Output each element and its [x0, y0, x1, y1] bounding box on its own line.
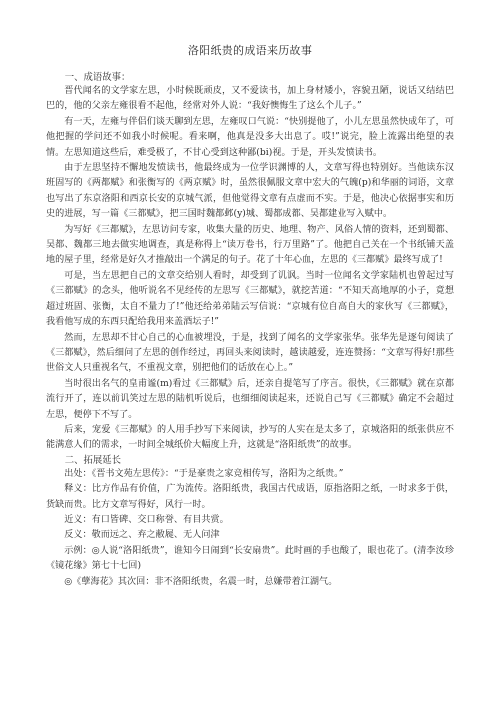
extension-source: 出处：《晋书文苑左思传》：“于是豪贵之家竞相传写，洛阳为之纸贵。”	[64, 468, 344, 479]
story-paragraph: 当时很出名气的皇甫谧(m)看过《三都赋》后，还亲自提笔写了序言。很快，《三都赋》就在京都流行开了，连以前讥笑过左思的陆机听说后，也细细阅读起来，还说自己写《三都赋》确定不会超过左思，便停下不写了。	[46, 378, 454, 420]
extension-antonyms: 反义：敬而远之、弃之敝屣、无人问津	[64, 530, 220, 541]
extension-example: ◎《孽海花》其次回：非不洛阳纸贵，名震一时，总嫌带着江湖气。	[64, 576, 338, 587]
story-paragraph: 有一天，左雍与伴侣们谈天聊到左思，左雍叹口气说：“快别提他了，小儿左思虽然快成年了，可他把握的学问还不如我小时候呢。看来啊，他真是没多大出息了。哎!”说完，脸上流露出绝望的表情。左思知道这些后，难受极了，不甘心受到这种鄙(bi)视。于是，开头发愤读书。	[46, 116, 454, 158]
extension-definition: 释义：比方作品有价值，广为流传。洛阳纸贵，我国古代成语，原指洛阳之纸，一时求多于供，货缺而贵。比方文章写得好，风行一时。	[46, 484, 454, 510]
story-paragraph: 由于左思坚持不懈地发愤读书，他最终成为一位学识渊博的人，文章写得也特别好。当他读东汉班固写的《两都赋》和张衡写的《两京赋》时，虽然很佩服文章中宏大的气魄(p)和华丽的词语，文章也写出了东京洛阳和西京长安的京城气派，但他觉得文章有点虚而不实。于是，他决心依据事实和历史的进展，写一篇《三都赋》，把三国时魏都邺(y)城、蜀都成都、吴都建业写入赋中。	[46, 163, 454, 220]
page-title: 洛阳纸贵的成语来历故事	[187, 44, 313, 57]
story-paragraph: 然而，左思却不甘心自己的心血被埋没，于是，找到了闻名的文学家张华。张华先是逐句阅读了《三都赋》，然后细问了左思的创作经过，再回头来阅读时，越读越爱，连连赞扬：“文章写得好!那些世俗文人只重视名气，不重视文章，别把他们的话放在心上。”	[46, 332, 454, 374]
story-paragraph: 为写好《三都赋》，左思访问专家，收集大量的历史、地理、物产、风俗人情的资料，还到蜀都、吴都、魏都三地去做实地调查，真是称得上“读万卷书，行万里路”了。他把自己关在一个书纸铺天盖地的屋子里，经常是好久才推敲出一个满足的句子。花了十年心血，左思的《三都赋》最终写成了!	[46, 224, 454, 266]
story-paragraph: 后来，宠爱《三都赋》的人用手抄写下来阅读，抄写的人实在是太多了，京城洛阳的纸张供应不能满意人们的需求，一时间全城纸价大幅度上升，这就是“洛阳纸贵”的故事。	[46, 424, 454, 451]
section-heading-story: 一、成语故事：	[64, 72, 131, 83]
story-paragraph: 晋代闻名的文学家左思，小时候既顽皮，又不爱读书，加上身材矮小，容貌丑陋，说话又结结巴巴的，他的父亲左雍很看不起他，经常对外人说：“我好懊悔生了这么个儿子。”	[46, 86, 454, 112]
extension-synonyms: 近义：有口皆碑、交口称誉、有目共赏。	[64, 514, 229, 525]
story-paragraph: 可是，当左思把自己的文章交给别人看时，却受到了讥讽。当时一位闻名文学家陆机也曾起过写《三都赋》的念头，他听说名不见经传的左思写《三都赋》，就挖苦道：“不知天高地厚的小子，竟想超过班固、张衡，太自不量力了!”他还给弟弟陆云写信说：“京城有位自高自大的家伙写《三都赋》，我看他写成的东西只配给我用来盖酒坛子!”	[46, 270, 454, 328]
extension-example: 示例：◎人说“洛阳纸贵”，谁知今日闹到“长安扇贵”。此时画的手也酸了，眼也花了。(清李汝珍《镜花缘》第七十七回)	[46, 545, 454, 572]
section-heading-extension: 二、拓展延长	[64, 454, 122, 466]
